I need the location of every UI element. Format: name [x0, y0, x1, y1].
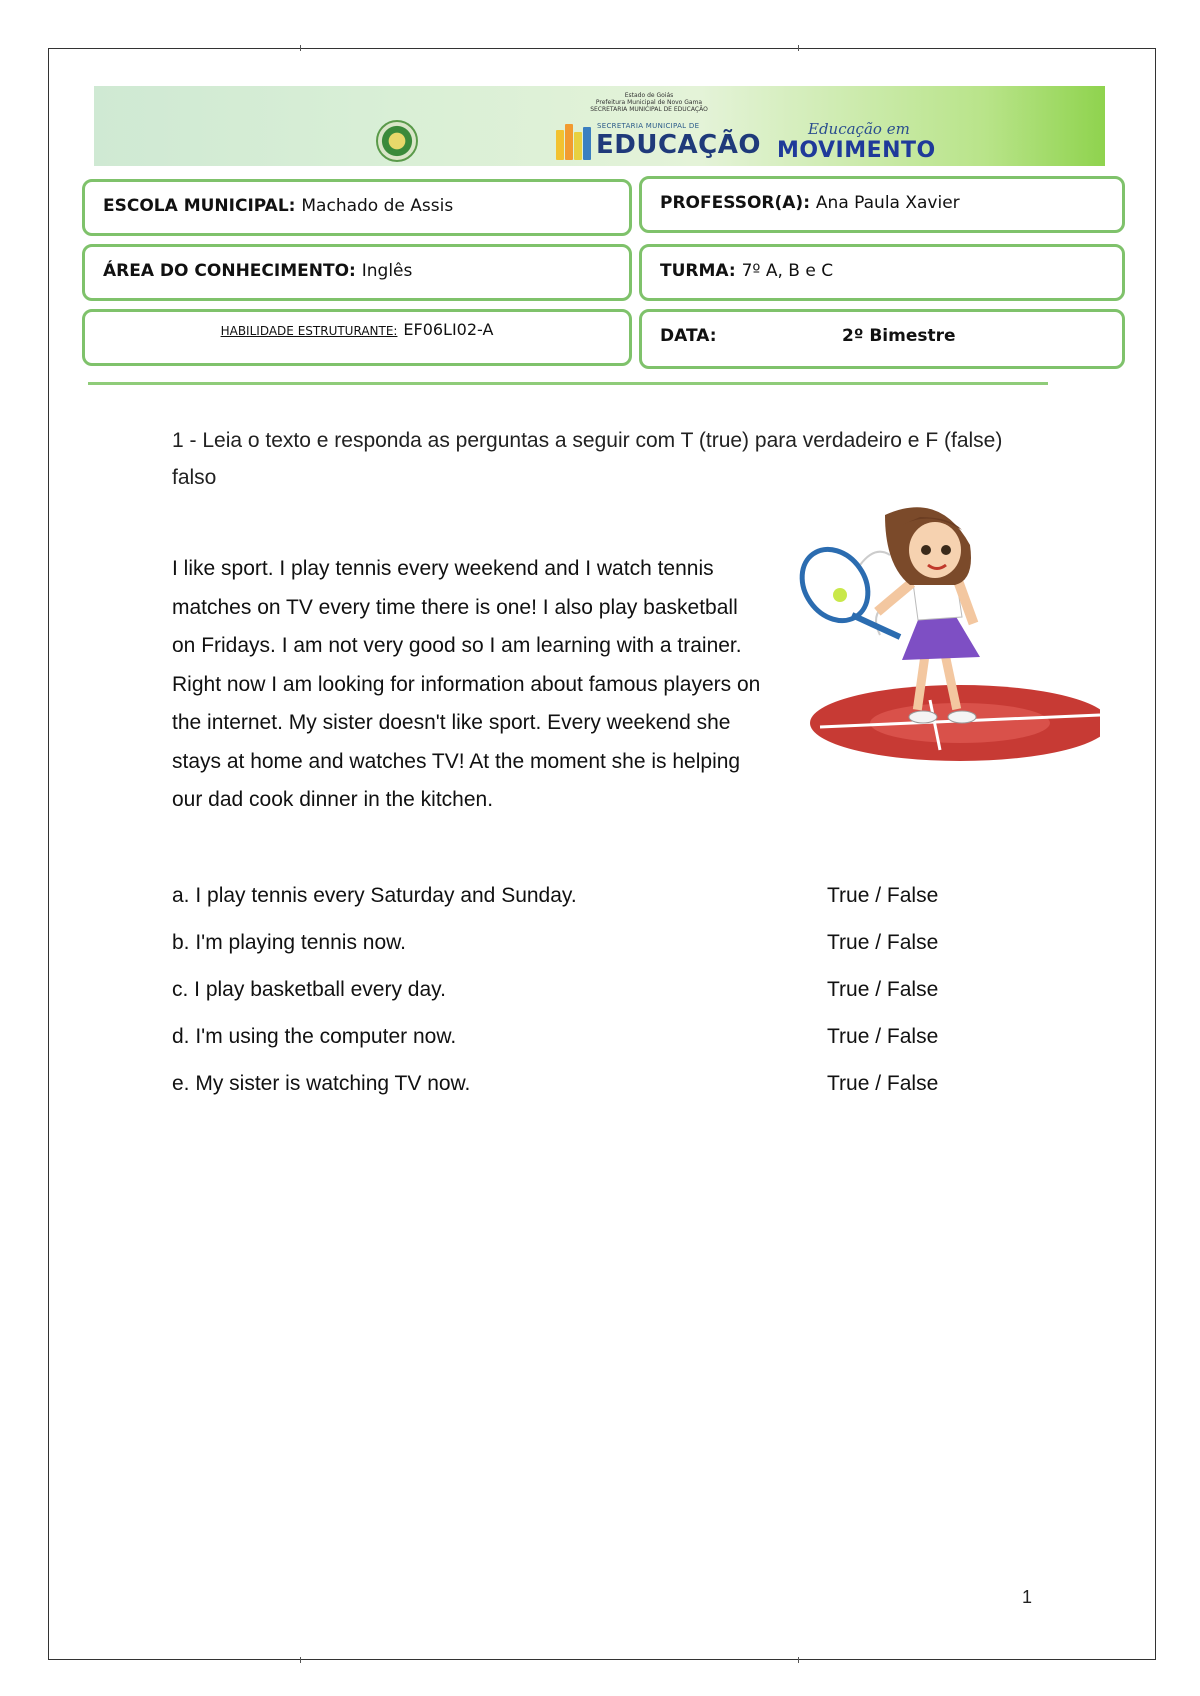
border-tick: [300, 1657, 301, 1663]
true-false-options[interactable]: True / False: [827, 884, 939, 907]
exercise-instruction: 1 - Leia o texto e responda as perguntas a seguir com T (true) para verdadeiro e F (false) falso: [172, 429, 1003, 489]
area-value: Inglês: [361, 261, 413, 281]
professor-box: [639, 176, 1125, 233]
reading-passage: [172, 550, 762, 820]
header-banner: [94, 86, 1105, 166]
true-false-options[interactable]: True / False: [827, 978, 939, 1001]
true-false-options[interactable]: True / False: [827, 1025, 939, 1048]
data-value: 2º Bimestre: [842, 326, 956, 346]
true-false-options[interactable]: True / False: [827, 931, 939, 954]
question-text: a. I play tennis every Saturday and Sunday.: [172, 884, 577, 907]
section-divider: [88, 382, 1048, 385]
turma-value: 7º A, B e C: [741, 261, 834, 281]
turma-box: [639, 244, 1125, 301]
educacao-em-text: Educação em: [808, 120, 910, 138]
professor-label: PROFESSOR(A):: [660, 193, 810, 213]
border-tick: [798, 1657, 799, 1663]
question-item: [172, 919, 972, 966]
professor-value: Ana Paula Xavier: [815, 193, 960, 213]
turma-label: TURMA:: [660, 261, 736, 281]
habilidade-label: HABILIDADE ESTRUTURANTE:: [220, 324, 398, 338]
true-false-options[interactable]: True / False: [827, 1072, 939, 1095]
municipal-seal-icon: [376, 120, 418, 162]
question-text: d. I'm using the computer now.: [172, 1025, 457, 1048]
movimento-logo-text: MOVIMENTO: [777, 138, 936, 163]
books-logo-icon: [556, 124, 592, 160]
question-text: c. I play basketball every day.: [172, 978, 446, 1001]
border-tick: [798, 45, 799, 51]
data-box: [639, 309, 1125, 369]
escola-box: [82, 179, 632, 236]
question-item: [172, 872, 972, 919]
escola-value: Machado de Assis: [301, 196, 454, 216]
page-number: 1: [1022, 1587, 1033, 1607]
question-item: [172, 1060, 972, 1107]
habilidade-box: [82, 309, 632, 366]
banner-top-text: Estado de Goiás Prefeitura Municipal de Novo Gama SECRETARIA MUNICIPAL DE EDUCAÇÃO: [590, 92, 708, 113]
secretaria-label: SECRETARIA MUNICIPAL DE: [597, 122, 700, 130]
area-label: ÁREA DO CONHECIMENTO:: [103, 261, 356, 281]
question-text: b. I'm playing tennis now.: [172, 931, 406, 954]
educacao-logo-text: EDUCAÇÃO: [596, 130, 761, 160]
border-tick: [300, 45, 301, 51]
habilidade-code: EF06LI02-A: [403, 320, 494, 339]
question-item: [172, 1013, 972, 1060]
tennis-girl-illustration: [790, 505, 1100, 775]
question-item: [172, 966, 972, 1013]
escola-label: ESCOLA MUNICIPAL:: [103, 196, 296, 216]
passage-text: I like sport. I play tennis every weekend and I watch tennis matches on TV every time there is one! I also play basketball on Fridays. I am not very good so I am learning with a trainer. Right now I am looking for information about famous players on the internet. My sister doesn't like sport. Every weekend she stays at home and watches TV! At the moment she is helping our dad cook dinner in the kitchen.: [172, 557, 761, 811]
question-text: e. My sister is watching TV now.: [172, 1072, 471, 1095]
area-box: [82, 244, 632, 301]
data-label: DATA:: [660, 326, 717, 346]
questions-list: [172, 872, 972, 1107]
